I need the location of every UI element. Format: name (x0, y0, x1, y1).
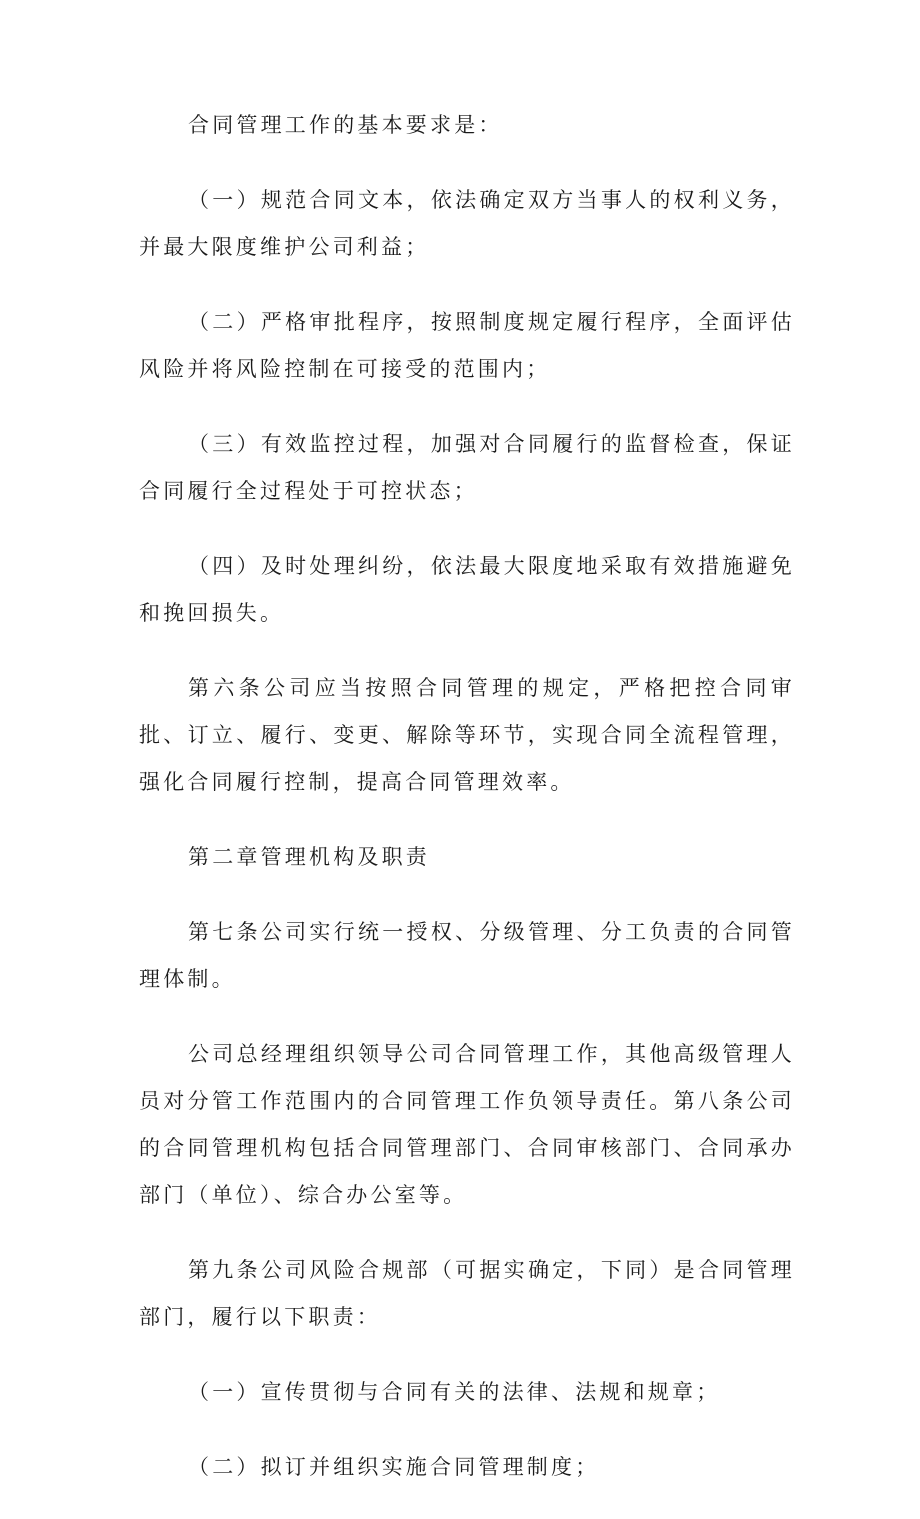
paragraph-article-7: 第七条公司实行统一授权、分级管理、分工负责的合同管理体制。 (139, 920, 795, 991)
paragraph-basic-requirements: 合同管理工作的基本要求是： (188, 113, 503, 137)
paragraph-item-3: （三）有效监控过程，加强对合同履行的监督检查，保证合同履行全过程处于可控状态； (139, 432, 795, 503)
document-body (139, 102, 795, 1519)
paragraph-duty-1: （一）宣传贯彻与合同有关的法律、法规和规章； (188, 1380, 721, 1404)
chapter-heading: 第二章管理机构及职责 (188, 845, 430, 869)
paragraph-item-1: （一）规范合同文本，依法确定双方当事人的权利义务，并最大限度维护公司利益； (139, 188, 795, 259)
paragraph-article-9: 第九条公司风险合规部（可据实确定，下同）是合同管理部门，履行以下职责： (139, 1258, 795, 1329)
paragraph-article-6: 第六条公司应当按照合同管理的规定，严格把控合同审批、订立、履行、变更、解除等环节，实现合同全流程管理，强化合同履行控制，提高合同管理效率。 (139, 676, 795, 794)
paragraph-article-8: 公司总经理组织领导公司合同管理工作，其他高级管理人员对分管工作范围内的合同管理工作负领导责任。第八条公司的合同管理机构包括合同管理部门、合同审核部门、合同承办部门（单位）、综合办公室等。 (139, 1042, 795, 1207)
paragraph-duty-2: （二）拟订并组织实施合同管理制度； (188, 1455, 600, 1479)
paragraph-item-2: （二）严格审批程序，按照制度规定履行程序，全面评估风险并将风险控制在可接受的范围内； (139, 310, 795, 381)
paragraph-item-4: （四）及时处理纠纷，依法最大限度地采取有效措施避免和挽回损失。 (139, 554, 795, 625)
